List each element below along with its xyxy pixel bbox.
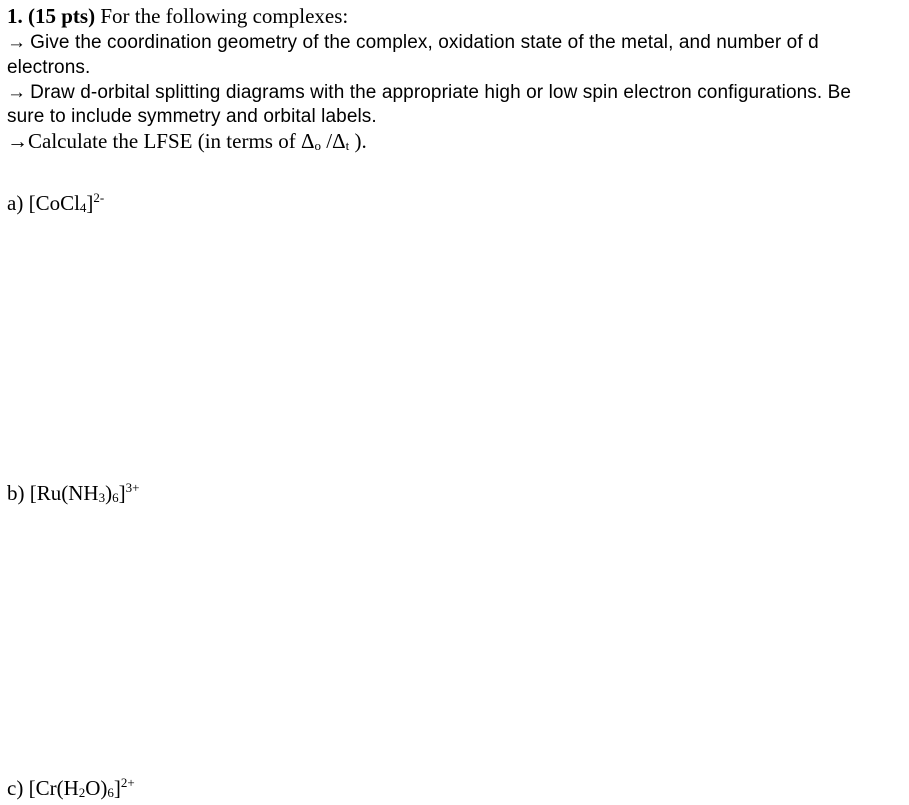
instruction-splitting-text-cont: sure to include symmetry and orbital labels. xyxy=(7,106,377,127)
right-arrow-icon: → xyxy=(7,129,28,153)
part-b-label: b) xyxy=(7,481,25,505)
part-b xyxy=(7,475,139,510)
part-a-label: a) xyxy=(7,191,24,215)
question-intro: For the following complexes: xyxy=(100,4,349,28)
part-a xyxy=(7,185,104,220)
part-b-formula: $[Ru(NH3)6]^{3+}$ xyxy=(29,480,140,505)
instruction-geometry xyxy=(7,30,819,55)
instruction-geometry-text: Give the coordination geometry of the complex, oxidation state of the metal, and number of d xyxy=(30,32,819,53)
delta-t-subscript: t xyxy=(345,138,350,153)
delta-symbol: Δ xyxy=(300,129,315,153)
instruction-splitting-cont xyxy=(7,104,377,129)
question-header xyxy=(7,4,348,29)
part-c-formula: $[Cr(H2O)6]^{2+}$ xyxy=(28,775,135,800)
instruction-geometry-cont xyxy=(7,55,90,80)
instruction-splitting xyxy=(7,80,851,105)
part-c xyxy=(7,770,135,805)
instruction-geometry-text-cont: electrons. xyxy=(7,57,91,78)
instruction-lfse xyxy=(7,129,367,158)
instruction-splitting-text: Draw d-orbital splitting diagrams with the appropriate high or low spin electron configurations. Be xyxy=(30,82,852,103)
delta-symbol: Δ xyxy=(332,129,346,153)
delta-o-subscript: o xyxy=(314,138,321,153)
question-points: (15 pts) xyxy=(28,4,96,28)
part-c-label: c) xyxy=(7,776,24,800)
lfse-end: ). xyxy=(349,129,367,153)
question-number: 1. xyxy=(7,4,23,28)
slash: / xyxy=(320,129,333,153)
right-arrow-icon: → xyxy=(7,82,27,103)
part-a-formula: [CoCl4]$^{2-}$ xyxy=(28,190,105,215)
right-arrow-icon: → xyxy=(7,32,27,53)
instruction-lfse-text: Calculate the LFSE (in terms of xyxy=(28,129,301,153)
